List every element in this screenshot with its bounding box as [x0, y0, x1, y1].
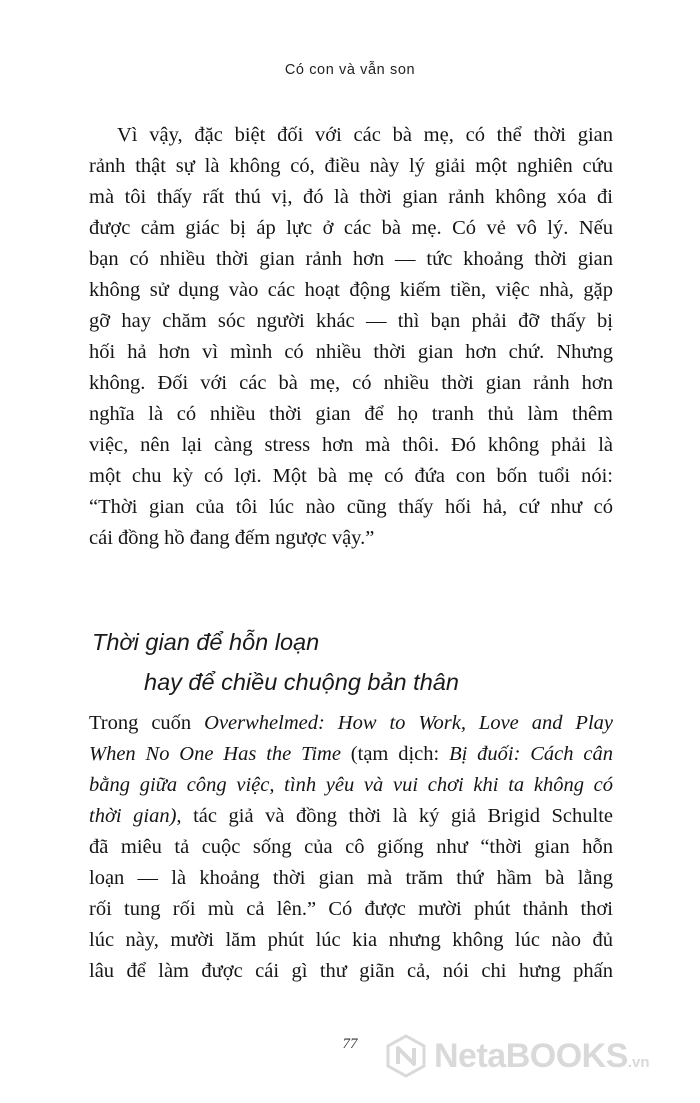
watermark-suffix: .vn — [627, 1053, 650, 1071]
book-title-text: Overwhelmed: How to Work, Love and Play — [204, 712, 613, 734]
text-line: rảnh thật sự là không có, điều này lý giải một nghiên cứu — [89, 155, 613, 177]
text-line: loạn — là khoảng thời gian mà trăm thứ hầm bà lằng — [89, 867, 613, 889]
watermark-text — [434, 1037, 650, 1076]
text-line — [89, 770, 613, 801]
text-line: được cảm giác bị áp lực ở các bà mẹ. Có vẻ vô lý. Nếu — [89, 217, 613, 239]
text-line: gỡ hay chăm sóc người khác — thì bạn phải đỡ thấy bị — [89, 310, 613, 332]
text-run: , tác giả và đồng thời là ký giả Brigid Schulte — [176, 805, 613, 827]
text-line — [89, 708, 613, 739]
translated-title-text: bằng giữa công việc, tình yêu và vui chơi khi ta không có — [89, 774, 613, 796]
text-line — [89, 739, 613, 770]
text-line: một chu kỳ có lợi. Một bà mẹ có đứa con bốn tuổi nói: — [89, 465, 613, 487]
text-line: không. Đối với các bà mẹ, có nhiều thời gian rảnh hơn — [89, 372, 613, 394]
text-run: Trong cuốn — [89, 712, 205, 734]
text-line: lâu để làm được cái gì thư giãn cả, nói chi hưng phấn — [89, 960, 613, 982]
page-number: 77 — [342, 1036, 358, 1052]
section-heading — [92, 622, 612, 702]
watermark-brand: NetaBOOKS — [434, 1036, 628, 1075]
text-line: mà tôi thấy rất thú vị, đó là thời gian rảnh không xóa đi — [89, 186, 613, 208]
text-line: hối hả hơn vì mình có nhiều thời gian hơn chứ. Nhưng — [89, 341, 613, 363]
text-line: không sử dụng vào các hoạt động kiếm tiền, việc nhà, gặp — [89, 279, 613, 301]
text-run: (tạm dịch: — [340, 743, 450, 765]
netabooks-logo-icon — [384, 1034, 428, 1078]
watermark — [384, 1031, 694, 1081]
text-line: đã miêu tả cuộc sống của cô giống như “thời gian hỗn — [89, 836, 613, 858]
text-line — [89, 801, 613, 832]
paragraph-1 — [89, 120, 613, 554]
translated-title-text: Bị đuối: Cách cân — [449, 743, 613, 765]
text-line: bạn có nhiều thời gian rảnh hơn — tức khoảng thời gian — [89, 248, 613, 270]
paragraph-2 — [89, 708, 613, 987]
book-title-text: When No One Has the Time — [89, 743, 341, 765]
text-line: Vì vậy, đặc biệt đối với các bà mẹ, có thể thời gian — [117, 124, 613, 146]
text-line: “Thời gian của tôi lúc nào cũng thấy hối hả, cứ như có — [89, 496, 613, 518]
text-line: rối tung rối mù cả lên.” Có được mười phút thảnh thơi — [89, 898, 613, 920]
section-heading-line-1: Thời gian để hỗn loạn — [92, 629, 320, 655]
section-heading-line-2: hay để chiều chuộng bản thân — [144, 669, 459, 695]
text-line: lúc này, mười lăm phút lúc kia nhưng không lúc nào đủ — [89, 929, 613, 951]
text-line: cái đồng hồ đang đếm ngược vậy.” — [89, 527, 375, 549]
text-line: việc, nên lại càng stress hơn mà thôi. Đó không phải là — [89, 434, 613, 456]
translated-title-text: thời gian) — [89, 805, 177, 827]
text-line: nghĩa là có nhiều thời gian để họ tranh thủ làm thêm — [89, 403, 613, 425]
running-head: Có con và vẫn son — [284, 62, 416, 78]
